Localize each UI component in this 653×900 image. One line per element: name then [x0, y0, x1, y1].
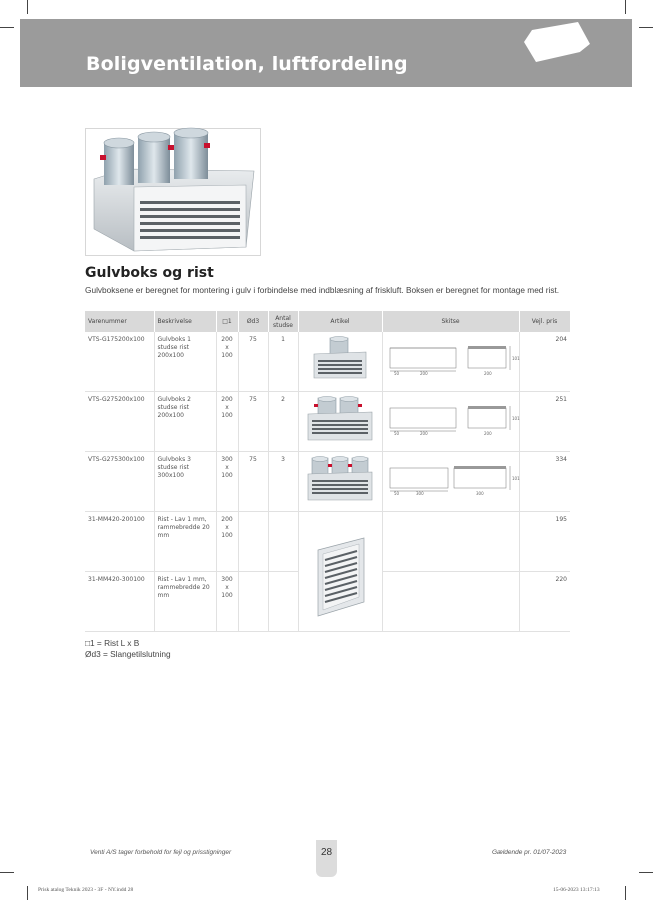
product-table [85, 311, 571, 632]
cell-d3: 75 [238, 332, 268, 392]
grille-photo-icon [310, 530, 370, 618]
cell-size [216, 392, 238, 452]
cell-beskrivelse: Gulvboks 1 studse rist 200x100 [154, 332, 216, 392]
col-varenummer: Varenummer [85, 311, 154, 332]
size-length: 300 [221, 576, 233, 583]
cell-varenummer: 31-MM420-300100 [85, 572, 154, 632]
dimension-sketch-icon [386, 336, 520, 376]
cell-beskrivelse: Gulvboks 2 studse rist 200x100 [154, 392, 216, 452]
sketch-dim: 200 [419, 371, 428, 376]
floor-box-3-photo-icon [304, 456, 376, 502]
cell-skitse [382, 512, 519, 572]
cell-varenummer: VTS-G175200x100 [85, 332, 154, 392]
crop-mark [27, 0, 28, 14]
sketch-dim: 200 [419, 431, 428, 436]
col-d3: Ød3 [238, 311, 268, 332]
table-row [85, 332, 570, 392]
dimension-sketch-icon [386, 396, 520, 436]
col-antal: Antal studse [268, 311, 298, 332]
cell-size [216, 332, 238, 392]
floor-box-three-spigots-photo-icon [86, 129, 260, 255]
section-title: Gulvboks og rist [85, 265, 214, 281]
cell-d3: 75 [238, 452, 268, 512]
size-width: 100 [221, 412, 233, 419]
cell-antal: 1 [268, 332, 298, 392]
sketch-dim: 101 [511, 416, 520, 421]
cell-pris: 195 [519, 512, 570, 572]
floor-box-1-photo-icon [308, 336, 372, 380]
size-length: 200 [221, 516, 233, 523]
cell-varenummer: 31-MM420-200100 [85, 512, 154, 572]
footer-disclaimer: Venti A/S tager forbehold for fejl og prisstigninger [90, 849, 232, 856]
size-sep: x [225, 464, 229, 471]
col-beskrivelse: Beskrivelse [154, 311, 216, 332]
cell-antal [268, 512, 298, 572]
table-row [85, 452, 570, 512]
corner-tab-logo-icon [520, 22, 590, 66]
cell-size [216, 572, 238, 632]
legend-size: □1 = Rist L x B [85, 638, 140, 648]
print-slug-date: 15-06-2023 13:17:13 [553, 887, 600, 893]
page-number: 28 [320, 847, 333, 858]
footer-validity: Gældende pr. 01/07-2023 [492, 849, 567, 856]
sketch-dim: 101 [511, 476, 520, 481]
cell-d3 [238, 512, 268, 572]
cell-size [216, 452, 238, 512]
cell-antal [268, 572, 298, 632]
crop-mark [27, 886, 28, 900]
cell-beskrivelse: Gulvboks 3 studse rist 300x100 [154, 452, 216, 512]
table-row [85, 392, 570, 452]
section-intro: Gulvboksene er beregnet for montering i gulv i forbindelse med indblæsning af friskluft. Boksen er beregnet for montage med rist. [85, 285, 560, 295]
col-artikel: Artikel [298, 311, 382, 332]
sketch-dim: 101 [511, 356, 520, 361]
sketch-dim: 50 [393, 371, 399, 376]
cell-antal: 2 [268, 392, 298, 452]
cell-pris: 204 [519, 332, 570, 392]
cell-beskrivelse: Rist - Lav 1 mm, rammebredde 20 mm [154, 572, 216, 632]
col-size: □1 [216, 311, 238, 332]
cell-artikel [298, 452, 382, 512]
cell-artikel [298, 512, 382, 632]
sketch-dim: 50 [393, 491, 399, 496]
crop-mark [625, 886, 626, 900]
size-length: 300 [221, 456, 233, 463]
product-photo [85, 128, 261, 256]
size-length: 200 [221, 396, 233, 403]
size-width: 100 [221, 592, 233, 599]
cell-skitse [382, 332, 519, 392]
sketch-dim: 200 [483, 431, 492, 436]
crop-mark [0, 27, 14, 28]
size-sep: x [225, 524, 229, 531]
size-width: 100 [221, 352, 233, 359]
sketch-dim: 50 [393, 431, 399, 436]
cell-artikel [298, 392, 382, 452]
crop-mark [639, 872, 653, 873]
cell-pris: 251 [519, 392, 570, 452]
floor-box-2-photo-icon [304, 396, 376, 442]
cell-antal: 3 [268, 452, 298, 512]
table-header-row [85, 311, 570, 332]
size-sep: x [225, 584, 229, 591]
cell-pris: 334 [519, 452, 570, 512]
col-skitse: Skitse [382, 311, 519, 332]
cell-size [216, 512, 238, 572]
print-slug-file: Prisk atalog Teknik 2023 - 3F - NY.indd 28 [38, 887, 134, 893]
legend-d3: Ød3 = Slangetilslutning [85, 649, 171, 659]
col-pris: Vejl. pris [519, 311, 570, 332]
dimension-sketch-icon [386, 456, 520, 496]
cell-varenummer: VTS-G275300x100 [85, 452, 154, 512]
cell-skitse [382, 572, 519, 632]
cell-skitse [382, 452, 519, 512]
cell-pris: 220 [519, 572, 570, 632]
size-width: 100 [221, 472, 233, 479]
cell-beskrivelse: Rist - Lav 1 mm, rammebredde 20 mm [154, 512, 216, 572]
page-number-tab [316, 840, 337, 877]
cell-d3 [238, 572, 268, 632]
legend [85, 638, 171, 660]
sketch-dim: 300 [475, 491, 484, 496]
crop-mark [0, 872, 14, 873]
sketch-dim: 300 [415, 491, 424, 496]
cell-skitse [382, 392, 519, 452]
crop-mark [639, 27, 653, 28]
size-sep: x [225, 404, 229, 411]
size-sep: x [225, 344, 229, 351]
cell-d3: 75 [238, 392, 268, 452]
size-width: 100 [221, 532, 233, 539]
table-row [85, 512, 570, 572]
crop-mark [625, 0, 626, 14]
cell-varenummer: VTS-G275200x100 [85, 392, 154, 452]
size-length: 200 [221, 336, 233, 343]
cell-artikel [298, 332, 382, 392]
sketch-dim: 200 [483, 371, 492, 376]
page-title: Boligventilation, luftfordeling [86, 53, 408, 75]
